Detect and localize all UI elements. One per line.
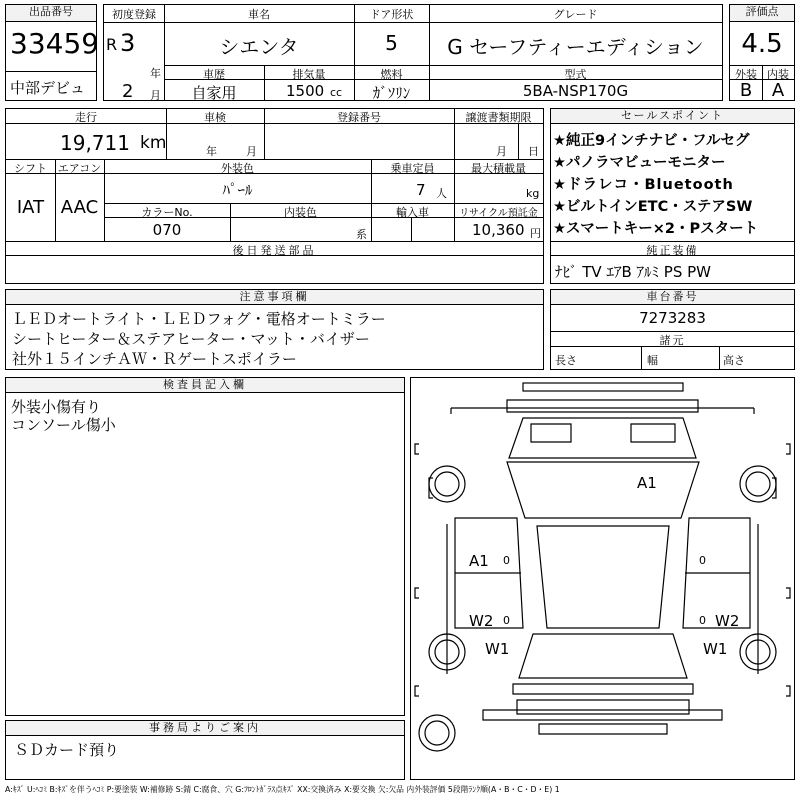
history-value: 自家用 (191, 84, 237, 102)
lot-header: 出品番号 (6, 5, 96, 22)
mark-hood: A1 (637, 474, 657, 492)
detail-box (5, 108, 544, 284)
mileage-header: 走行 (75, 111, 97, 124)
inspection-header: 車検 (204, 111, 226, 124)
score-header: 評価点 (730, 5, 794, 22)
capacity-value: 7 (416, 181, 426, 199)
aircon-value: AAC (60, 197, 99, 218)
load-unit: kg (526, 187, 540, 200)
exterior-color-header: 外装色 (221, 162, 254, 175)
sales-points-header: セールスポイント (551, 109, 794, 124)
transfer-month-unit: 月 (496, 145, 507, 158)
inspector-header: 検査員記入欄 (6, 378, 404, 393)
grade-header: グレード (553, 8, 598, 21)
exterior-color-value: ﾊﾟｰﾙ (222, 181, 253, 199)
inspector-line-2: コンソール傷小 (11, 416, 116, 434)
first-reg-month: 2 (122, 81, 134, 102)
doors-value: 5 (385, 31, 398, 55)
debut-label: 中部デビュ (10, 79, 86, 97)
genuine-value: ﾅﾋﾞ TV ｴｱB ｱﾙﾐ PS PW (555, 263, 711, 281)
fuel-value: ｶﾞｿﾘﾝ (372, 84, 411, 102)
chassis-header: 車台番号 (551, 290, 794, 305)
dimension-width: 幅 (647, 354, 658, 367)
mark-left-sill: W1 (485, 640, 510, 658)
dimensions-header: 諸元 (659, 334, 686, 347)
recycle-value: 10,360 (472, 221, 525, 239)
history-header: 車歴 (203, 68, 225, 81)
sales-point-4: ★ビルトインETC・ステアSW (553, 199, 753, 215)
car-diagram-box (410, 377, 795, 780)
chassis-box (550, 289, 795, 370)
mark-left-rear: W2 (469, 612, 494, 630)
transfer-header: 譲渡書類期限 (465, 111, 532, 124)
grade-value: G セーフティーエディション (447, 35, 704, 59)
lot-box (5, 4, 100, 101)
first-reg-header: 初度登録 (112, 8, 156, 21)
recycle-unit: 円 (530, 227, 541, 240)
load-header: 最大積載量 (471, 162, 526, 175)
score-box (729, 4, 795, 101)
transfer-day-unit: 日 (528, 145, 539, 158)
legend: A:ｷｽﾞ U:ﾍｺﾐ B:ｷｽﾞを伴うﾍｺﾐ P:要塗装 W:補修跡 S:錆 C:腐食、穴 G:ﾌﾛﾝﾄｶﾞﾗｽ点ｷｽﾞ XX:交換済み X:要交換 欠:欠品 内外装評価 5段階ﾗﾝｸ順(A・B・C・D・E) 1 (5, 785, 560, 794)
model-header: 型式 (564, 68, 587, 81)
chassis-value: 7273283 (639, 309, 706, 327)
doors-header: ドア形状 (369, 8, 414, 21)
inspector-line-1: 外装小傷有り (11, 398, 102, 416)
mark-zero-left: 0 (503, 554, 510, 567)
capacity-header: 乗車定員 (390, 162, 435, 175)
mark-right-rear: W2 (715, 612, 740, 630)
sales-points-box (550, 108, 795, 284)
aircon-header: エアコン (57, 162, 102, 175)
mark-left-front-door: A1 (469, 552, 489, 570)
displacement-header: 排気量 (292, 68, 326, 81)
sales-point-1: ★純正9インチナビ・フルセグ (553, 133, 750, 149)
shift-value: IAT (16, 197, 45, 218)
mileage-value: 19,711 (60, 131, 130, 155)
mark-zero-left-rear: 0 (503, 614, 510, 627)
recycle-header: リサイクル預託金 (459, 208, 538, 219)
inspection-month-unit: 月 (246, 145, 257, 158)
lot-number: 33459 (10, 27, 100, 60)
plate-header: 登録番号 (337, 111, 381, 124)
model-value: 5BA-NSP170G (522, 82, 629, 100)
office-box (5, 720, 405, 780)
genuine-header: 純正装備 (646, 244, 699, 257)
sales-point-5: ★スマートキー×2・Pスタート (553, 221, 759, 237)
score-value: 4.5 (741, 29, 783, 59)
mark-zero-right: 0 (699, 554, 706, 567)
office-value: ＳＤカード預り (14, 741, 120, 759)
fuel-header: 燃料 (380, 68, 403, 81)
top-info-box (103, 4, 723, 101)
interior-color-suffix: 系 (356, 228, 367, 241)
displacement-unit: cc (330, 86, 343, 99)
sales-point-2: ★パノラマビューモニター (553, 155, 726, 171)
car-name-value: シエンタ (219, 35, 299, 59)
inspection-year-unit: 年 (206, 145, 217, 158)
ext-header: 外装 (735, 68, 757, 81)
car-diagram (411, 378, 794, 779)
mileage-unit: km (140, 133, 167, 153)
dimension-length: 長さ (555, 354, 577, 367)
color-no-header: カラーNo. (141, 206, 193, 219)
mark-right-sill: W1 (703, 640, 728, 658)
sales-point-3: ★ドラレコ・Bluetooth (553, 177, 734, 193)
first-reg-year-unit: 年 (150, 67, 161, 80)
first-reg-era: R (106, 35, 118, 54)
notes-header: 注意事項欄 (6, 290, 543, 305)
displacement-value: 1500 (286, 82, 325, 100)
notes-line-2: シートヒーター＆ステアヒーター・マット・バイザー (12, 330, 370, 348)
int-header: 内装 (767, 68, 789, 81)
int-grade: A (771, 80, 785, 101)
interior-color-header: 内装色 (284, 206, 317, 219)
first-reg-year: 3 (120, 29, 136, 57)
notes-line-3: 社外１５インチＡＷ・Ｒゲートスポイラー (12, 350, 297, 368)
dimension-height: 高さ (723, 354, 745, 367)
office-header: 事務局よりご案内 (6, 721, 404, 736)
color-no-value: 070 (152, 221, 182, 239)
import-header: 輸入車 (396, 206, 429, 219)
notes-box (5, 289, 544, 370)
ext-grade: B (739, 80, 753, 101)
notes-line-1: ＬＥＤオートライト・ＬＥＤフォグ・電格オートミラー (12, 310, 386, 328)
later-parts-header: 後日発送部品 (232, 244, 317, 257)
inspector-box (5, 377, 405, 716)
capacity-unit: 人 (436, 187, 447, 200)
mark-zero-right-rear: 0 (699, 614, 706, 627)
first-reg-month-unit: 月 (150, 89, 161, 102)
shift-header: シフト (14, 162, 47, 175)
car-name-header: 車名 (248, 8, 270, 21)
